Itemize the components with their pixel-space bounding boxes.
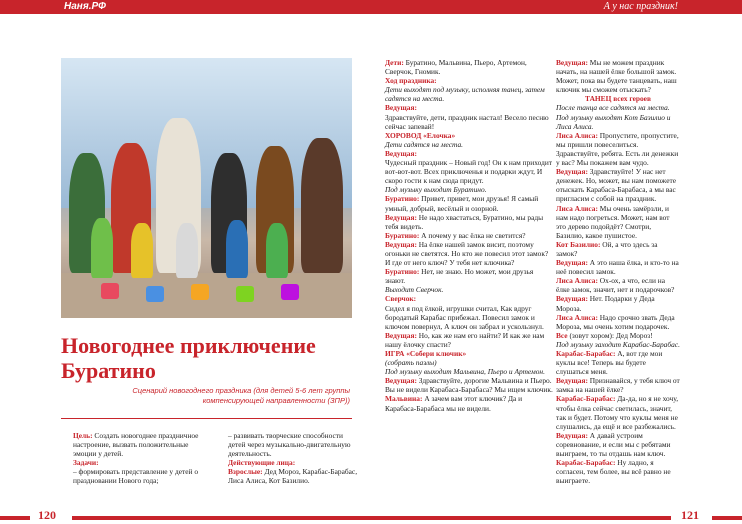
script-text: Буратино, Мальвина, Пьеро, Артемон, Сверчок, Гномик. xyxy=(385,58,527,77)
paragraph: Здравствуйте, дети, праздник настал! Весело песню сейчас запевай! xyxy=(385,112,549,131)
speaker-label: Лиса Алиса: xyxy=(556,130,598,140)
script-text: Пропустите, пропустите, мы пришли повеселиться. Здравствуйте, ребята. Есть ли денежки у вас? Мы покажем вам чудо. xyxy=(556,130,679,168)
script-text: На ёлке нашей замок висит, поэтому огоньки не светятся. Но кто же повесил этот замок? И где от него ключ? У тебя нет ключика? xyxy=(385,239,549,268)
speaker-label: Все xyxy=(556,330,568,340)
script-text: Ну ладно, я согласен, тем более, вы всё равно не выиграете. xyxy=(556,458,671,486)
speaker-label: Буратино: xyxy=(385,267,420,277)
script-text: Нет. Подарки у Деда Мороза. xyxy=(556,294,655,313)
script-line xyxy=(385,331,553,349)
speaker-label: Ведущая: xyxy=(385,212,417,222)
script-line xyxy=(385,58,553,76)
speaker-label: Ведущая: xyxy=(385,239,417,249)
section-heading: ХОРОВОД «Елочка» xyxy=(385,130,456,140)
brand-label: Наня.РФ xyxy=(64,1,106,12)
script-line xyxy=(556,204,680,240)
photo-gift xyxy=(146,286,164,302)
text-column-1 xyxy=(73,431,211,486)
paragraph: Сидел я под ёлкой, игрушки считал, Как вдруг бородатый Карабас прибежал. Повесил замок и ключом повернул, А ключ он забрал и ускользнул. xyxy=(385,303,544,331)
stage-direction: Под музыку заходит Карабас-Барабас. xyxy=(556,339,680,349)
speaker-label: Ведущая: xyxy=(556,167,588,177)
footer-bar xyxy=(0,516,30,520)
speaker-label: Кот Базилио: xyxy=(556,239,601,249)
script-line xyxy=(556,258,680,276)
paragraph: – развивать творческие способности детей через музыкально-двигательную деятельность. xyxy=(228,431,351,459)
footer-left xyxy=(0,508,371,524)
section-heading: Сверчок: xyxy=(385,294,417,304)
footer-bar xyxy=(712,516,742,520)
script-line xyxy=(385,231,553,240)
script-line xyxy=(385,267,553,285)
section-heading: Ведущая: xyxy=(385,148,417,158)
script-text: Мы не можем праздник начать, на нашей ёлке большой замок. Может, пока вы будете танцевать, наш ключик мы сможем отыскать? xyxy=(556,58,677,95)
footer-bar xyxy=(72,516,371,520)
photo-child xyxy=(176,223,198,278)
script-text: Да-да, но я не хочу, чтобы ёлка сейчас светилась, значит, так и будет. Потому что куклы меня не слушались, да ещё и все разбежались. xyxy=(556,394,679,431)
stage-direction: (собрать пазлы) xyxy=(385,358,437,368)
script-text: (зовут хором): Дед Мороз! xyxy=(567,330,653,340)
title-divider xyxy=(61,418,352,419)
script-line xyxy=(385,213,553,231)
script-line xyxy=(556,394,680,430)
section-heading: Действующие лица: xyxy=(228,458,296,468)
script-text: Здравствуйте, дорогие Мальвина и Пьеро. Вы не видели Карабаса-Барабаса? Мы ищем ключик. xyxy=(385,376,553,395)
speaker-label: Ведущая: xyxy=(556,258,588,268)
stage-direction: После танца все садятся на места. Под музыку выходят Кот Базилио и Лиса Алиса. xyxy=(556,103,671,131)
page-number-left: 120 xyxy=(38,508,56,522)
script-text: Но, как же нам его найти? И как же нам нашу ёлочку спасти? xyxy=(385,330,545,349)
speaker-label: Взрослые: xyxy=(228,467,263,477)
speaker-label: Карабас-Барабас: xyxy=(556,458,616,468)
script-line xyxy=(556,331,680,340)
photo-gift xyxy=(101,283,119,299)
speaker-label: Ведущая: xyxy=(556,376,588,386)
script-text: Нет, не знаю. Но может, мои друзья знают. xyxy=(385,267,534,286)
photo-gift xyxy=(281,284,299,300)
stage-direction: Под музыку выходит Буратино. xyxy=(385,185,487,195)
script-line xyxy=(556,431,680,458)
script-line xyxy=(556,294,680,312)
speaker-label: Буратино: xyxy=(385,230,420,240)
page-number-right: 121 xyxy=(681,508,699,522)
script-text: А зачем вам этот ключик? Да и Карабаса-Барабаса мы не видели. xyxy=(385,394,523,413)
section-label: А у нас праздник! xyxy=(603,1,678,12)
speaker-label: Ведущая: xyxy=(385,330,417,340)
speaker-label: Карабас-Барабас: xyxy=(556,349,616,358)
text-column-3 xyxy=(385,58,553,413)
script-line xyxy=(556,167,680,203)
speaker-label: Мальвина: xyxy=(385,394,423,404)
script-text: А давай устроим соревнование, и если мы с ребятами выиграем, то ты отдашь нам ключ. xyxy=(556,430,671,459)
script-line xyxy=(385,194,553,212)
photo-gift xyxy=(191,284,209,300)
top-bar-left xyxy=(0,0,371,14)
script-line xyxy=(73,431,211,458)
script-line xyxy=(556,376,680,394)
speaker-label: Ведущая: xyxy=(556,430,588,440)
script-line xyxy=(556,349,680,376)
speaker-label: Ведущая: xyxy=(556,294,588,304)
text-column-2 xyxy=(228,431,358,486)
script-text: А почему у вас ёлка не светится? xyxy=(419,230,526,240)
script-text: Надо срочно звать Деда Мороза, мы очень хотим подарочек. xyxy=(556,312,675,331)
speaker-label: Буратино: xyxy=(385,194,420,204)
section-heading: ИГРА «Собери ключик» xyxy=(385,349,467,358)
photo-gift xyxy=(236,286,254,302)
script-text: Дед Мороз, Карабас-Барабас, Лиса Алиса, Кот Базилио. xyxy=(228,467,358,486)
speaker-label: Дети: xyxy=(385,58,404,67)
photo-child xyxy=(131,223,153,278)
text-column-4 xyxy=(556,58,680,485)
script-text: Ох-ох, а что, если на ёлке замок, значит, нет и подарочков? xyxy=(556,276,675,295)
script-line xyxy=(385,376,553,394)
photo-child xyxy=(226,220,248,278)
footer-right xyxy=(371,508,742,524)
section-heading: Задачи: xyxy=(73,458,99,468)
speaker-label: Цель: xyxy=(73,431,93,440)
speaker-label: Лиса Алиса: xyxy=(556,276,598,286)
speaker-label: Ведущая: xyxy=(556,58,588,67)
script-text: Ой, а что здесь за замок? xyxy=(556,239,658,258)
paragraph: Чудесный праздник – Новый год! Он к нам приходит вот-вот-вот. Всех приключенья и подарки ждут, И скоро гости к нам сюда придут. xyxy=(385,158,553,186)
script-text: Мы очень замёрзли, и нам надо погреться. Может, нам вот это дерево подойдёт? Смотри, Базилио, какое пушистое. xyxy=(556,203,670,240)
script-text: Привет, привет, мои друзья! Я самый умный, добрый, весёлый и озорной. xyxy=(385,194,539,213)
stage-direction: Выходит Сверчок. xyxy=(385,285,444,295)
article-photo xyxy=(61,58,352,318)
top-bar-right xyxy=(371,0,742,14)
script-line xyxy=(556,131,680,167)
script-line xyxy=(556,58,680,94)
script-text: Создать новогоднее праздничное настроение, вызвать положительные эмоции у детей. xyxy=(73,431,199,459)
speaker-label: Ведущая: xyxy=(385,376,417,386)
script-line xyxy=(556,313,680,331)
top-bar xyxy=(0,0,742,14)
photo-child xyxy=(266,223,288,278)
article-title: Новогоднее приключение Буратино xyxy=(61,333,316,383)
speaker-label: Карабас-Барабас: xyxy=(556,394,616,404)
script-line xyxy=(385,394,553,412)
script-text: Здравствуйте! У нас нет денежек. Но, может, вы нам поможете отыскать Карабаса-Барабаса, а мы вас пригласим с собой на праздник. xyxy=(556,167,676,204)
script-line xyxy=(556,240,680,258)
footer-bar xyxy=(371,516,671,520)
stage-direction: Дети выходят под музыку, исполняя танец, затем садятся на места. xyxy=(385,85,545,104)
script-text: А, вот где мои куклы все! Теперь вы будете слушаться меня. xyxy=(556,349,663,377)
section-heading: Ход праздника: xyxy=(385,76,437,86)
stage-direction: Дети садятся на места. xyxy=(385,139,463,149)
script-text: Не надо хвастаться, Буратино, мы рады тебя видеть. xyxy=(385,212,544,231)
script-text: А это наша ёлка, и кто-то на неё повесил замок. xyxy=(556,258,679,277)
script-line xyxy=(385,240,553,267)
paragraph: – формировать представление у детей о праздновании Нового года; xyxy=(73,467,199,486)
script-line xyxy=(556,458,680,485)
stage-direction: Под музыку выходит Мальвина, Пьеро и Артемон. xyxy=(385,367,545,377)
photo-child xyxy=(91,218,113,278)
article-subtitle: Сценарий новогоднего праздника (для детей 5-6 лет группы компенсирующей направленности (ЗПР)) xyxy=(132,386,350,405)
photo-person xyxy=(301,138,343,273)
section-heading: Ведущая: xyxy=(385,103,417,113)
script-line xyxy=(556,276,680,294)
script-line xyxy=(228,467,358,485)
speaker-label: Лиса Алиса: xyxy=(556,203,598,213)
section-heading: ТАНЕЦ всех героев xyxy=(585,94,651,104)
speaker-label: Лиса Алиса: xyxy=(556,312,598,322)
script-text: Признавайся, у тебя ключ от замка на нашей ёлке? xyxy=(556,376,680,395)
